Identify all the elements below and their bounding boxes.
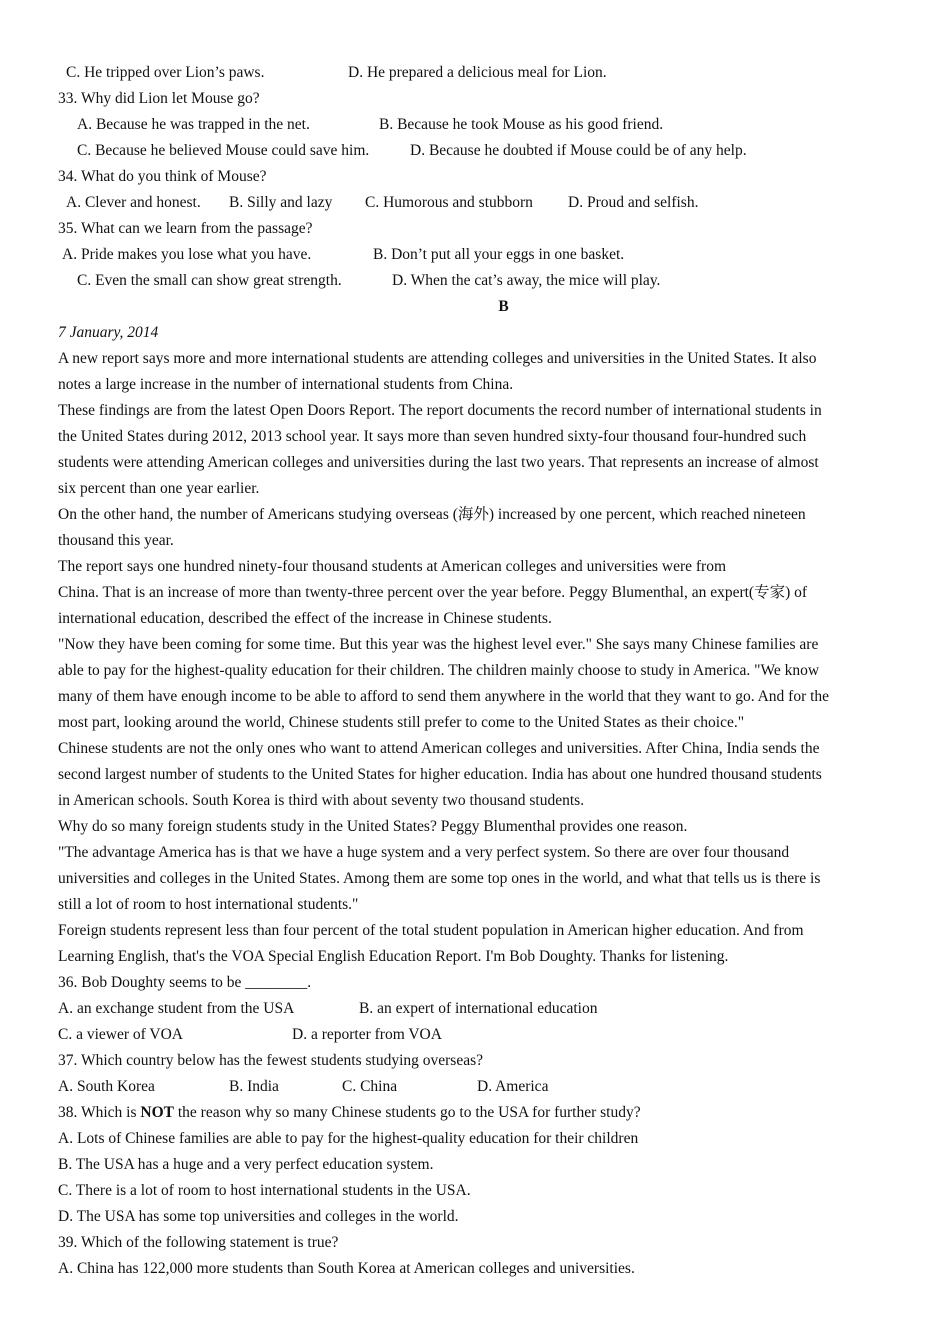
passage-line: Why do so many foreign students study in the United States? Peggy Blumenthal provides one reason. <box>58 818 688 835</box>
q36-option-a: A. an exchange student from the USA <box>58 1000 295 1017</box>
q37-stem: 37. Which country below has the fewest students studying overseas? <box>58 1052 484 1069</box>
q33-option-b: B. Because he took Mouse as his good friend. <box>379 116 664 133</box>
q34-option-b: B. Silly and lazy <box>229 194 333 211</box>
passage-line: the United States during 2012, 2013 school year. It says more than seven hundred sixty-four thousand four-hundred such <box>58 428 807 445</box>
passage-line: in American schools. South Korea is third with about seventy two thousand students. <box>58 792 585 809</box>
passage-line: most part, looking around the world, Chinese students still prefer to come to the United States as their choice." <box>58 714 745 731</box>
q38-stem-prefix: 38. Which is <box>58 1104 141 1121</box>
passage-line: students were attending American colleges and universities during the last two years. That represents an increase of almost <box>58 454 819 471</box>
q38-option-c: C. There is a lot of room to host international students in the USA. <box>58 1182 471 1199</box>
q34-stem: 34. What do you think of Mouse? <box>58 168 267 185</box>
q36-option-b: B. an expert of international education <box>359 1000 598 1017</box>
passage-line: still a lot of room to host international students." <box>58 896 359 913</box>
passage-line: Learning English, that's the VOA Special English Education Report. I'm Bob Doughty. Thanks for listening. <box>58 948 729 965</box>
q37-option-d: D. America <box>477 1078 549 1095</box>
q34-option-d: D. Proud and selfish. <box>568 194 699 211</box>
passage-line: These findings are from the latest Open Doors Report. The report documents the record number of international students in <box>58 402 822 419</box>
q37-option-c: C. China <box>342 1078 398 1095</box>
passage-line: China. That is an increase of more than twenty-three percent over the year before. Peggy Blumenthal, an expert(专家) of <box>58 584 808 601</box>
passage-line: On the other hand, the number of Americans studying overseas (海外) increased by one percent, which reached nineteen <box>58 506 806 523</box>
q36-option-d: D. a reporter from VOA <box>292 1026 442 1043</box>
q39-option-a: A. China has 122,000 more students than South Korea at American colleges and universities. <box>58 1260 635 1277</box>
passage-line: six percent than one year earlier. <box>58 480 260 497</box>
q35-option-c: C. Even the small can show great strength. <box>77 272 342 289</box>
passage-line: thousand this year. <box>58 532 174 549</box>
q34-option-a: A. Clever and honest. <box>66 194 201 211</box>
q32-option-c: C. He tripped over Lion’s paws. <box>66 64 265 81</box>
q38-stem-emphasis: NOT <box>140 1104 174 1121</box>
passage-line: universities and colleges in the United States. Among them are some top ones in the world, and what that tells us is there is <box>58 870 821 887</box>
passage-line: The report says one hundred ninety-four thousand students at American colleges and universities were from <box>58 558 727 575</box>
q36-stem: 36. Bob Doughty seems to be ________. <box>58 974 312 991</box>
passage-line: international education, described the effect of the increase in Chinese students. <box>58 610 552 627</box>
q35-option-d: D. When the cat’s away, the mice will play. <box>392 272 661 289</box>
passage-line: second largest number of students to the United States for higher education. India has about one hundred thousand students <box>58 766 822 783</box>
passage-line: Chinese students are not the only ones who want to attend American colleges and universities. After China, India sends the <box>58 740 820 757</box>
passage-line: Foreign students represent less than four percent of the total student population in American higher education. And from <box>58 922 804 939</box>
q33-option-a: A. Because he was trapped in the net. <box>77 116 310 133</box>
q34-option-c: C. Humorous and stubborn <box>365 194 533 211</box>
q38-option-b: B. The USA has a huge and a very perfect education system. <box>58 1156 434 1173</box>
q33-option-d: D. Because he doubted if Mouse could be of any help. <box>410 142 747 159</box>
q38-stem-suffix: the reason why so many Chinese students go to the USA for further study? <box>173 1104 641 1121</box>
q36-option-c: C. a viewer of VOA <box>58 1026 183 1043</box>
passage-line: notes a large increase in the number of international students from China. <box>58 376 514 393</box>
passage-line: A new report says more and more international students are attending colleges and universities in the United States. It also <box>58 350 817 367</box>
q35-option-a: A. Pride makes you lose what you have. <box>62 246 312 263</box>
passage-line: able to pay for the highest-quality education for their children. The children mainly choose to study in America. "We know <box>58 662 820 679</box>
section-b-heading: B <box>498 298 509 315</box>
q37-option-b: B. India <box>229 1078 279 1095</box>
passage-line: "The advantage America has is that we have a huge system and a very perfect system. So there are over four thousand <box>58 844 790 861</box>
q38-option-a: A. Lots of Chinese families are able to pay for the highest-quality education for their children <box>58 1130 639 1147</box>
passage-line: many of them have enough income to be able to afford to send them anywhere in the world that they want to go. And for the <box>58 688 830 705</box>
q32-option-d: D. He prepared a delicious meal for Lion. <box>348 64 607 81</box>
passage-line: "Now they have been coming for some time. But this year was the highest level ever." She says many Chinese families are <box>58 636 819 653</box>
q37-option-a: A. South Korea <box>58 1078 155 1095</box>
q33-option-c: C. Because he believed Mouse could save him. <box>77 142 370 159</box>
q39-stem: 39. Which of the following statement is true? <box>58 1234 339 1251</box>
q35-option-b: B. Don’t put all your eggs in one basket. <box>373 246 625 263</box>
q35-stem: 35. What can we learn from the passage? <box>58 220 313 237</box>
passage-date: 7 January, 2014 <box>58 324 159 341</box>
q38-option-d: D. The USA has some top universities and colleges in the world. <box>58 1208 459 1225</box>
q33-stem: 33. Why did Lion let Mouse go? <box>58 90 260 107</box>
q38-stem <box>58 1103 641 1123</box>
